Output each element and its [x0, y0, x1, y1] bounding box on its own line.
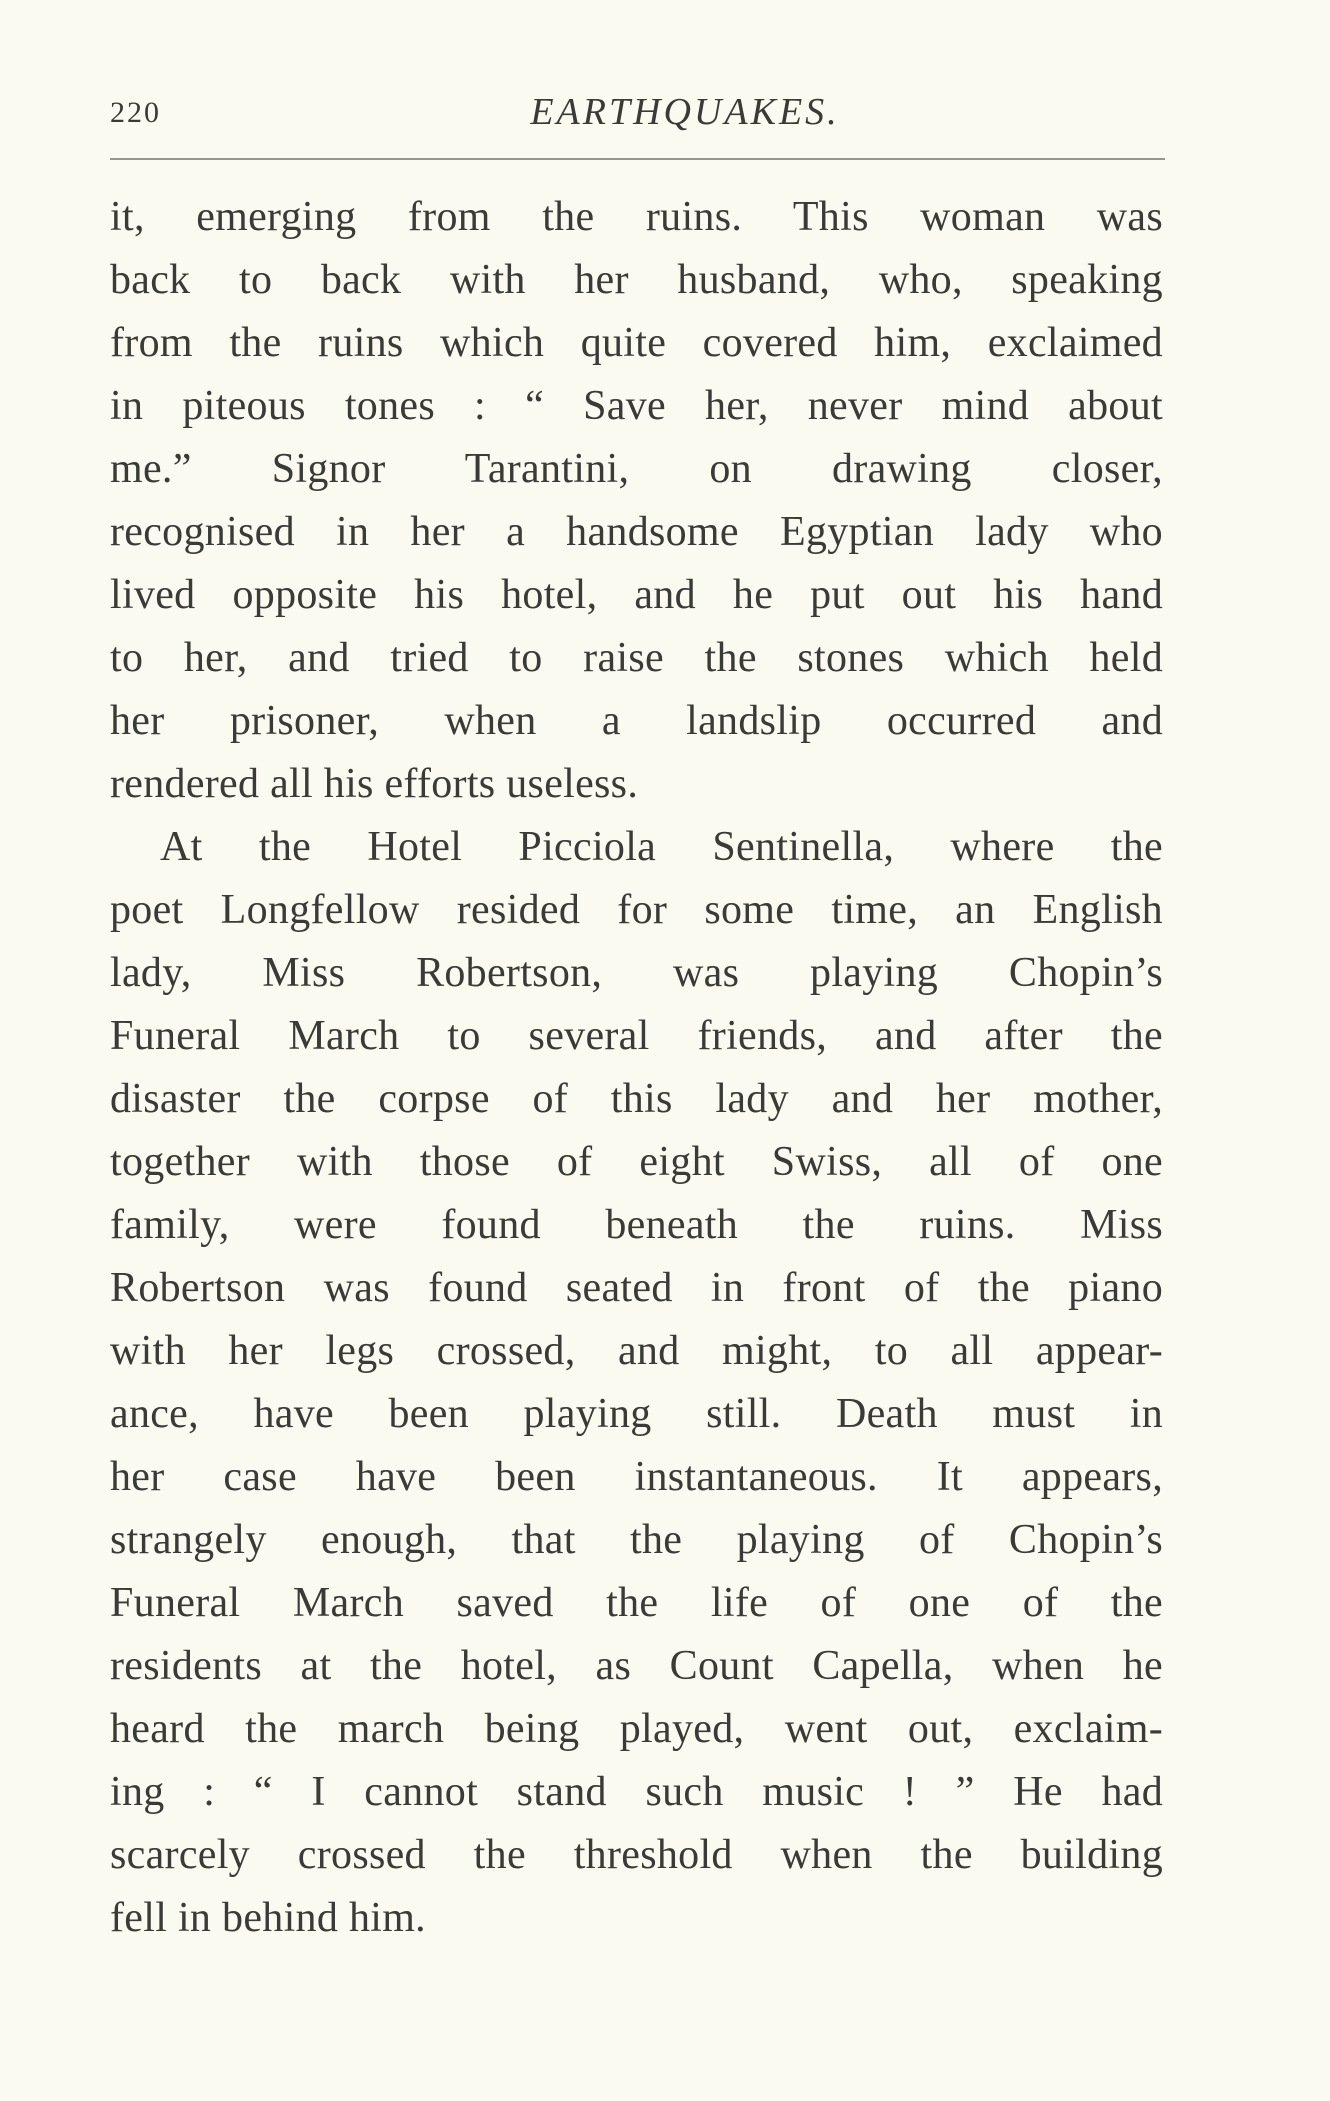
text-line: heard the march being played, went out, exclaim-	[110, 1706, 1163, 1752]
text-line: scarcely crossed the threshold when the building	[110, 1832, 1163, 1878]
header-rule	[110, 158, 1165, 160]
text-line: in piteous tones : “ Save her, never mind about	[110, 383, 1163, 429]
running-title: EARTHQUAKES.	[530, 91, 840, 133]
text-line: ing : “ I cannot stand such music ! ” He had	[110, 1769, 1163, 1815]
text-line: strangely enough, that the playing of Chopin’s	[110, 1517, 1163, 1563]
text-line: from the ruins which quite covered him, exclaimed	[110, 320, 1163, 366]
text-line: with her legs crossed, and might, to all appear-	[110, 1328, 1163, 1374]
text-line: family, were found beneath the ruins. Miss	[110, 1202, 1163, 1248]
text-line: residents at the hotel, as Count Capella, when he	[110, 1643, 1163, 1689]
text-line: Funeral March saved the life of one of the	[110, 1580, 1163, 1626]
text-line: Funeral March to several friends, and after the	[110, 1013, 1163, 1059]
text-line: Robertson was found seated in front of the piano	[110, 1265, 1163, 1311]
text-line: to her, and tried to raise the stones which held	[110, 635, 1163, 681]
text-line: lived opposite his hotel, and he put out his hand	[110, 572, 1163, 618]
text-line: me.” Signor Tarantini, on drawing closer,	[110, 446, 1163, 492]
text-line: her prisoner, when a landslip occurred and	[110, 698, 1163, 744]
page-number: 220	[110, 96, 161, 129]
text-line: back to back with her husband, who, speaking	[110, 257, 1163, 303]
text-line: lady, Miss Robertson, was playing Chopin’s	[110, 950, 1163, 996]
page-body	[110, 186, 1163, 1950]
text-line: it, emerging from the ruins. This woman was	[110, 194, 1163, 240]
text-line: ance, have been playing still. Death must in	[110, 1391, 1163, 1437]
text-line: recognised in her a handsome Egyptian lady who	[110, 509, 1163, 555]
text-line: disaster the corpse of this lady and her mother,	[110, 1076, 1163, 1122]
text-line: her case have been instantaneous. It appears,	[110, 1454, 1163, 1500]
text-line: poet Longfellow resided for some time, an English	[110, 887, 1163, 933]
text-line: rendered all his efforts useless.	[110, 761, 639, 807]
text-line: together with those of eight Swiss, all of one	[110, 1139, 1163, 1185]
text-line: At the Hotel Picciola Sentinella, where the	[160, 824, 1163, 870]
text-line: fell in behind him.	[110, 1895, 426, 1941]
